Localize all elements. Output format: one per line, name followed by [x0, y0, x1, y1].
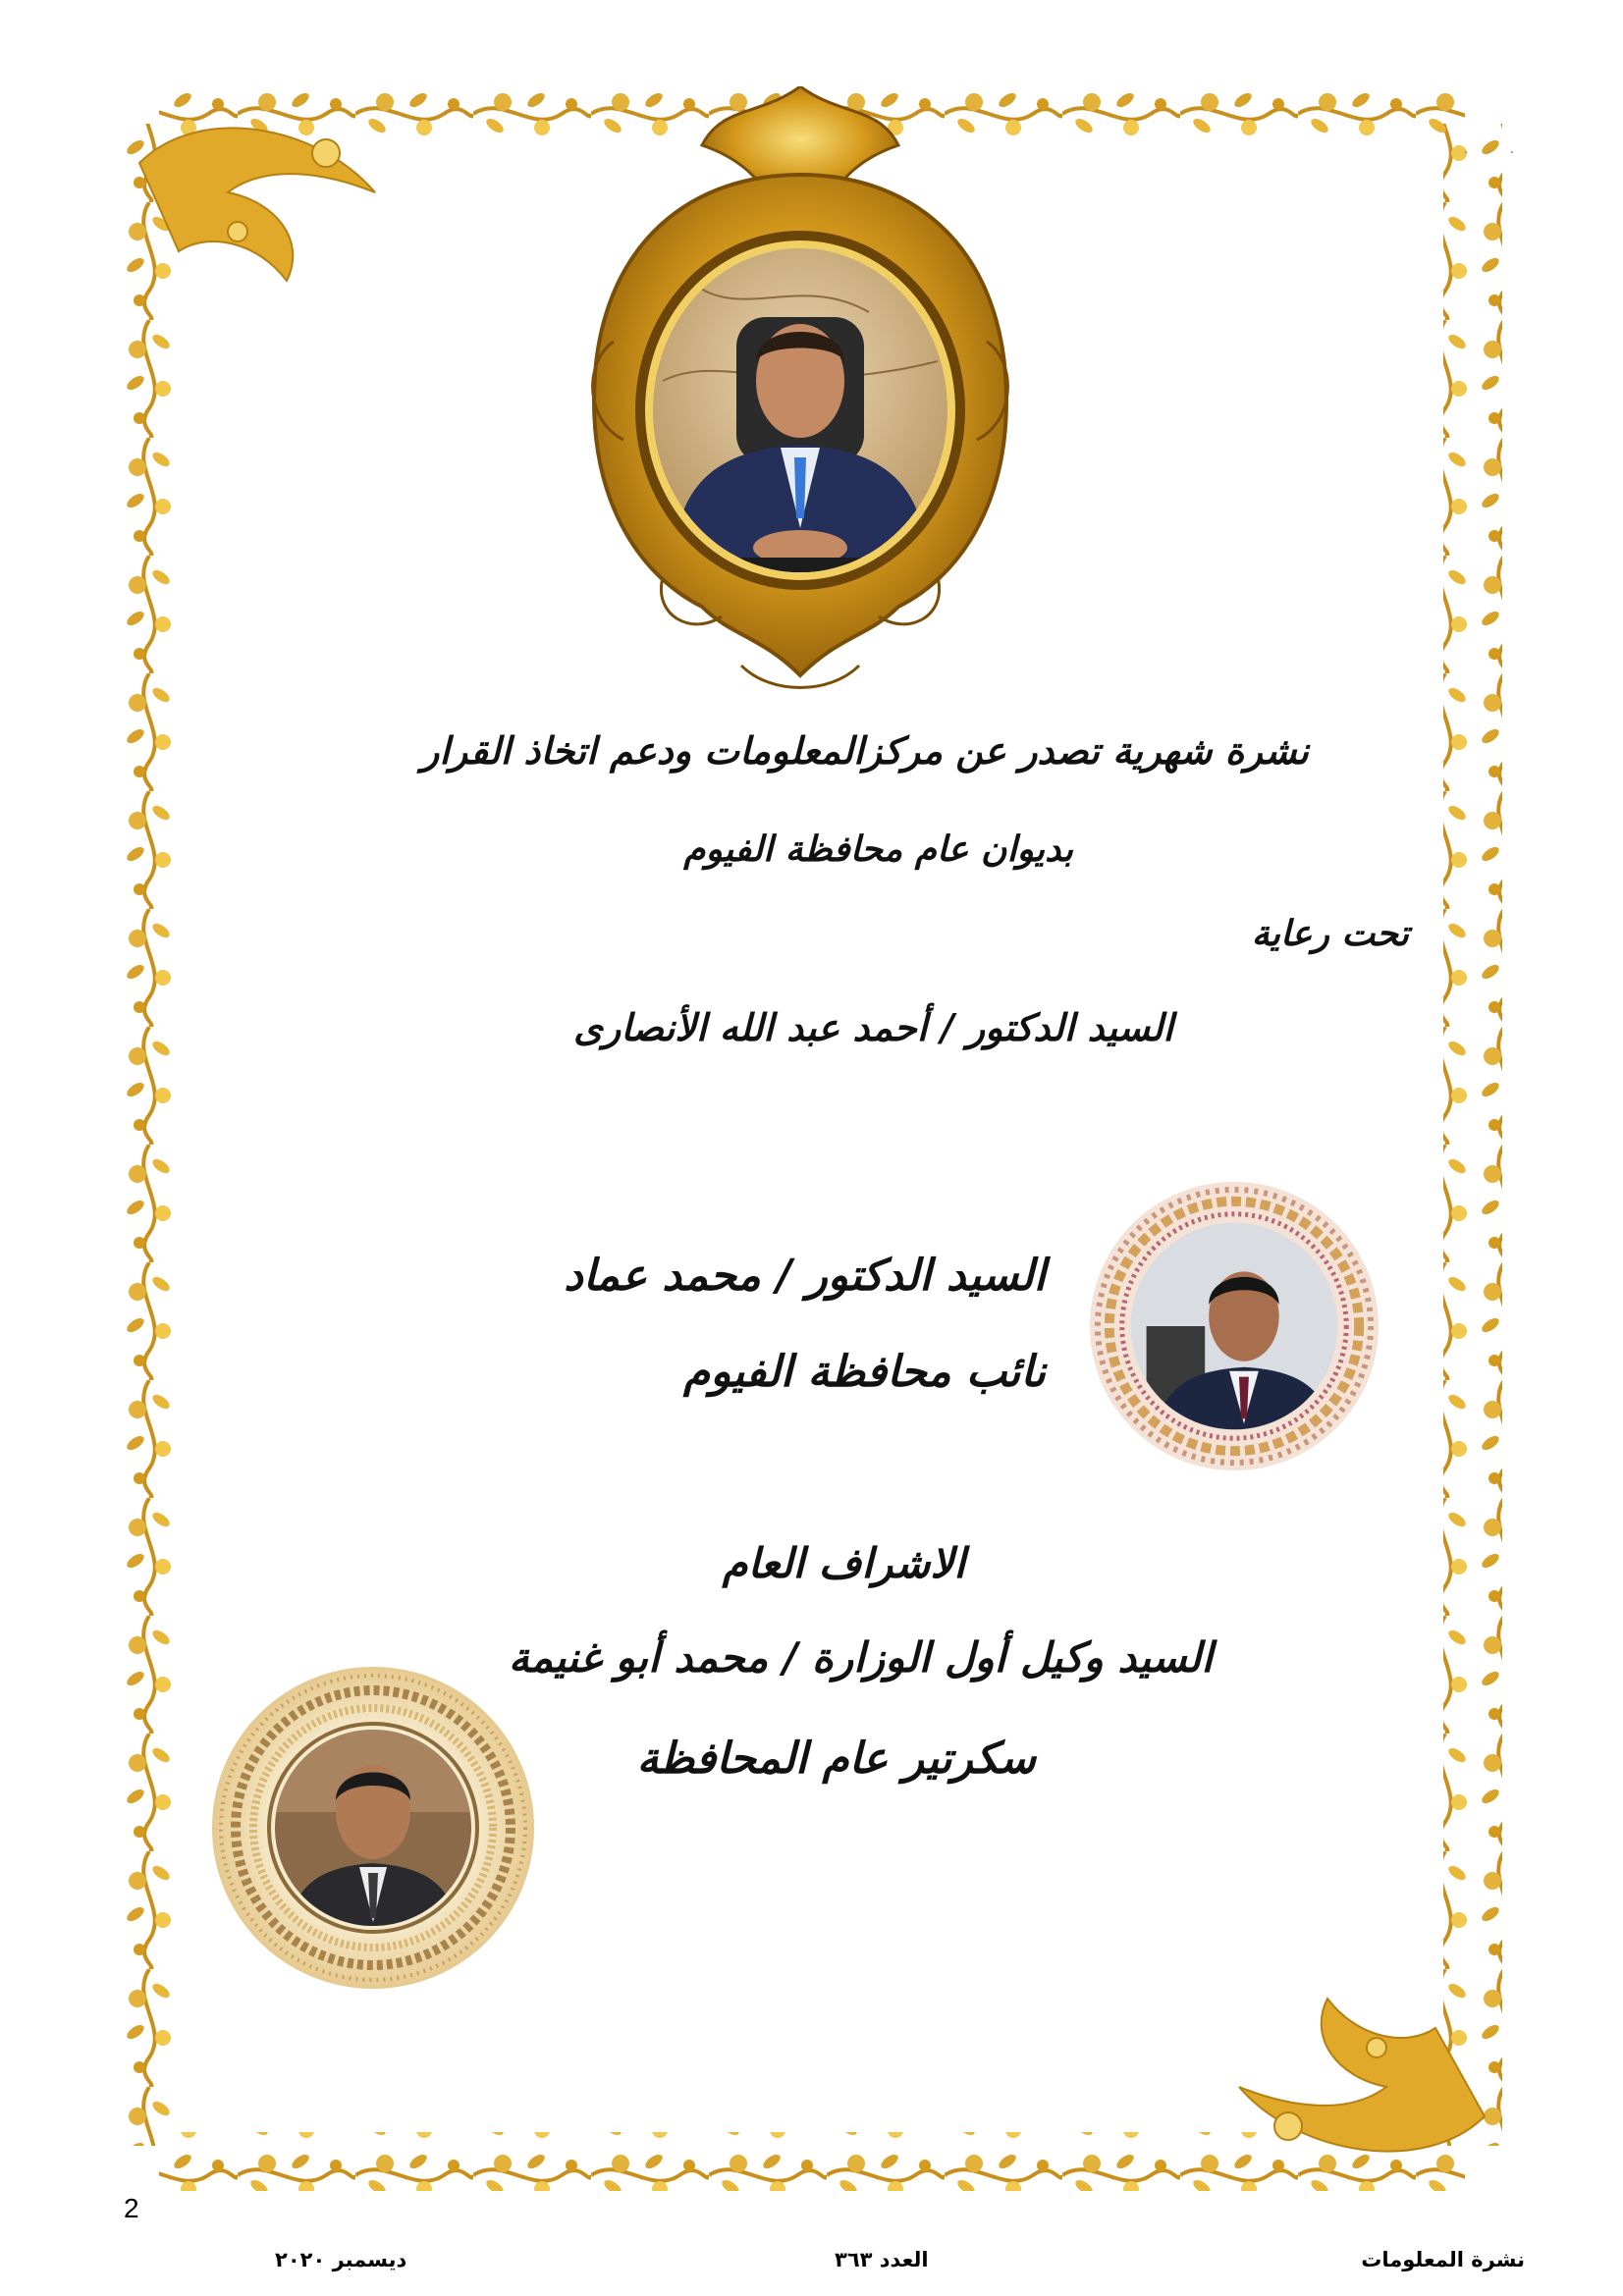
- publication-intro-line1: نشرة شهرية تصدر عن مركزالمعلومات ودعم اتخاذ القرار: [420, 728, 1309, 773]
- footer-date: ديسمبر ٢٠٢٠: [275, 2248, 407, 2271]
- patron-name: السيد الدكتور / أحمد عبد الله الأنصارى: [573, 1005, 1173, 1049]
- deputy-portrait: [1088, 1180, 1380, 1472]
- supervisor-title: سكرتير عام المحافظة: [636, 1734, 1036, 1784]
- patronage-label: تحت رعاية: [1251, 913, 1409, 954]
- supervisor-name: السيد وكيل أول الوزارة / محمد أبو غنيمة: [508, 1633, 1213, 1682]
- deputy-name: السيد الدكتور / محمد عماد: [564, 1251, 1046, 1301]
- footer-issue-number: العدد ٣٦٣: [835, 2248, 929, 2271]
- footer-newsletter-name: نشرة المعلومات: [1361, 2248, 1525, 2271]
- supervision-heading: الاشراف العام: [722, 1539, 965, 1587]
- publication-intro-line2: بديوان عام محافظة الفيوم: [683, 828, 1073, 870]
- corner-dots: . . .: [1463, 137, 1521, 158]
- deputy-title: نائب محافظة الفيوم: [683, 1347, 1046, 1397]
- page-number: 2: [124, 2193, 139, 2223]
- supervisor-portrait: [210, 1665, 536, 1991]
- governor-portrait: [545, 86, 1055, 703]
